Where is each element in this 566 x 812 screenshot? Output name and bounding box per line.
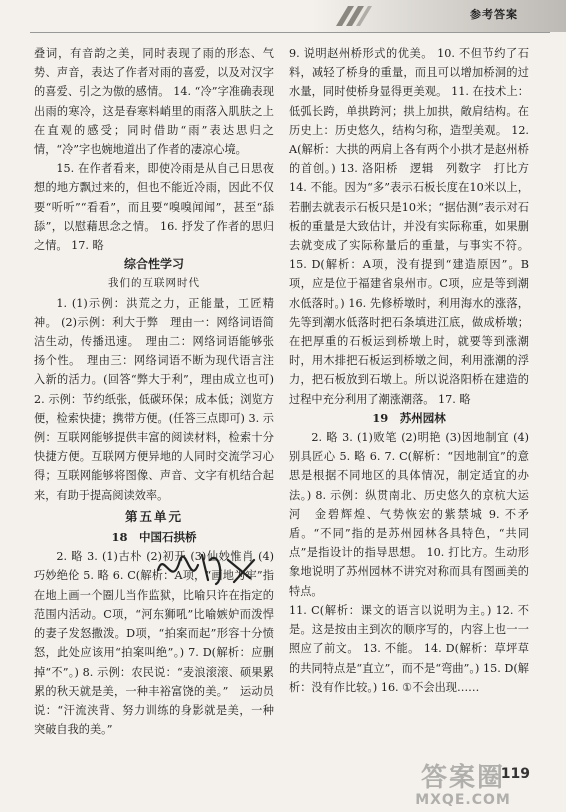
section-subtitle: 我们的互联网时代 [108, 277, 200, 290]
page-number: 119 [500, 766, 530, 782]
header-rule [30, 32, 550, 33]
lesson-title-18: 18 中国石拱桥 [111, 530, 197, 545]
header-stripes-decoration [330, 6, 378, 26]
left-paragraph-4: 2. 略 3. (1)古朴 (2)初开 (3)仙妙惟肖 (4)巧妙绝伦 5. 略 6. C(解析：A项，“画地为牢”指在地上画一个圈儿当作监狱，比喻只许在指定的范围内活动。C项，“河东狮吼”比喻嫉妒而泼悍的妻子发怒撒泼。D项，“拍案而起”形容十分愤怒，此处应该用“拍案叫绝”。) 7. D(解析：应删掉“不”。) 8. 示例：农民说：“麦浪滚滚、硕果累累的秋天就是美，一种丰裕富饶的美。” 运动员说：“汗流浃背、努力训练的身影就是美，一种突破自我的美。” [34, 550, 274, 737]
right-paragraph-3: 11. C(解析：课文的语言以说明为主。) 12. 不是。这是按由主到次的顺序写的，内容上也一一照应了前文。 13. 不能。 14. D(解析：草坪草的共同特点是“直立”，而不是“弯曲”。) 15. D(解析：没有作比较。) 16. ①不会出现…… [289, 603, 529, 694]
watermark-logo: 答案圈 MXQE.COM [415, 763, 511, 808]
section-title: 综合性学习 [123, 257, 184, 272]
right-paragraph-1: 9. 说明赵州桥形式的优美。 10. 不但节约了石料，减轻了桥身的重量，而且可以增加桥洞的过水量，同时使桥身显得更美观。 11. 在技术上：低弧长跨，单拱跨河；拱上加拱，敞肩结构。在历史上：历史悠久，结构匀称，造型美观。 12. A(解析：大拱的两肩上各有两个小拱才是赵州桥的首创。) 13. 洛阳桥 逻辑 列数字 打比方 14. 不能。因为“多”表示石板长度在10米以上，若删去就表示石板只是10米；“据估测”表示对石板的重量是大致估计，并没有实际称重，如果删去就变成了实际称量后的重量，与事实不符。 15. D(解析：A项，没有提到“建造原因”。B项，应是位于福建省泉州市。C项，应是等到潮水低落时。) 16. 先修桥墩时，利用海水的涨落，先等到潮水低落时把石条填进江底，做成桥墩；在把厚重的石板运到桥墩上时，就要等到涨潮时，用木排把石板运到桥墩之间，利用涨潮的浮力，把石板放到石墩上。所以说洛阳桥在建造的过程中充分利用了潮涨潮落。 17. 略 [289, 47, 529, 406]
unit-title: 第五单元 [124, 508, 183, 524]
header-label: 参考答案 [470, 8, 518, 21]
left-paragraph-1: 叠词，有音韵之美，同时表现了雨的形态、气势、声音，表达了作者对雨的喜爱，以及对汉字的喜爱、引之为傲的感情。 14. “冷”字准确表现出雨的寒冷，这是春寒料峭里的雨落入肌肤之上在直观的感受；同时借助“雨”表达思归之情，“冷”字也婉地道出了作者的凄凉心境。 [34, 47, 274, 157]
right-paragraph-2: 2. 略 3. (1)败笔 (2)明艳 (3)因地制宜 (4)别具匠心 5. 略 6. 7. C(解析：“因地制宜”的意思是根据不同地区的具体情况，制定适宜的办法。) 8. 示例：纵贯南北、历史悠久的京杭大运河 金碧辉煌、气势恢宏的紫禁城 9. 不矛盾。“不同”指的是苏州园林各具特色，“共同点”是指设计的指导思想。 10. 打比方。生动形象地说明了苏州园林不讲究对称而具有图画美的特点。 [289, 431, 529, 598]
lesson-title-19: 19 苏州园林 [372, 410, 446, 425]
left-paragraph-3: 1. (1)示例：洪荒之力，正能量，工匠精神。 (2)示例：利大于弊 理由一：网络词语简洁生动，传播迅速。 理由二：网络词语能够张扬个性。 理由三：网络词语不断为现代语言注入新的活力。(回答“弊大于利”，理由成立也可) 2. 示例：节约纸张，低碳环保；成本低；浏览方便，检索快捷；携带方便。(任答三点即可) 3. 示例：互联网能够提供丰富的阅读材料，检索十分快捷方便。互联网方便异地的人同时交流学习心得；互联网能够将图像、声音、文字有机结合起来，有助于提高阅读效率。 [34, 296, 274, 502]
right-column [289, 44, 529, 697]
left-column [34, 44, 274, 739]
page-header [0, 0, 566, 32]
left-paragraph-2: 15. 在作者看来，即使冷雨是从自己日思夜想的地方飘过来的，但也不能近冷雨，因此不仅要“听听”“看看”，而且要“嗅嗅闻闻”，甚至“舔舔”，以慰藉思念之情。 16. 抒发了作者的思归之情。 17. 略 [34, 162, 274, 253]
handwriting-scribble [150, 540, 260, 600]
